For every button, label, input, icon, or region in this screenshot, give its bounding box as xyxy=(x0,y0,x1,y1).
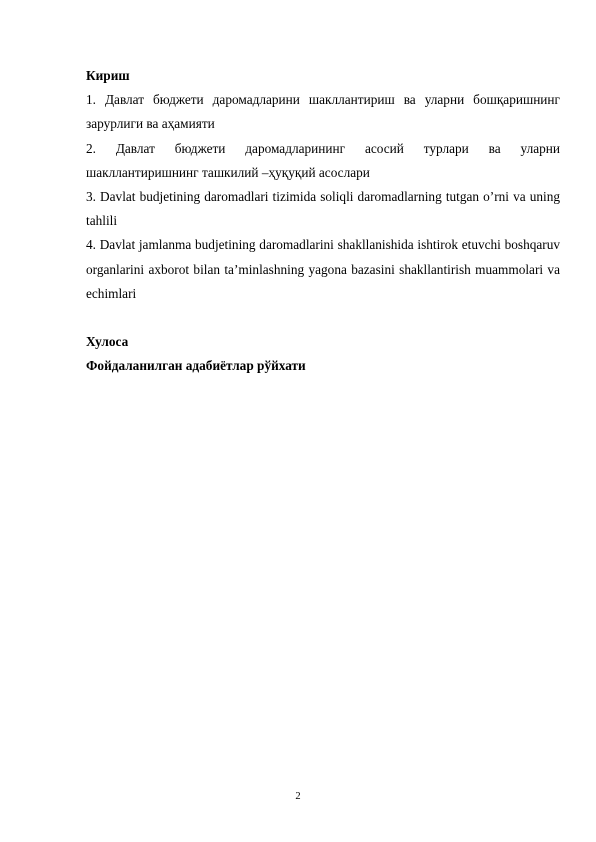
references-heading: Фойдаланилган адабиётлар рўйхати xyxy=(86,358,306,374)
intro-heading: Кириш xyxy=(86,68,130,83)
toc-item-3: 3. Davlat budjetining daromadlari tizimida soliqli daromadlarning tutgan o’rni va uning tahlili xyxy=(86,189,560,229)
conclusion-heading: Хулоса xyxy=(86,334,129,350)
toc-item-1: 1. Давлат бюджети даромадларини шакллантириш ва уларни бошқаришнинг зарурлиги ва аҳамияти xyxy=(86,92,560,132)
table-of-contents xyxy=(86,64,560,379)
page-number: 2 xyxy=(295,791,301,802)
toc-item-2: 2. Давлат бюджети даромадларининг асосий турлари ва уларни шакллантиришнинг ташкилий –ҳуқуқий асослари xyxy=(86,140,560,180)
section-spacer xyxy=(86,306,560,330)
toc-item-4: 4. Davlat jamlanma budjetining daromadlarini shakllanishida ishtirok etuvchi boshqaruv organlarini axborot bilan ta’minlashning yagona bazasini shakllantirish muammolari va echimlari xyxy=(86,237,560,301)
